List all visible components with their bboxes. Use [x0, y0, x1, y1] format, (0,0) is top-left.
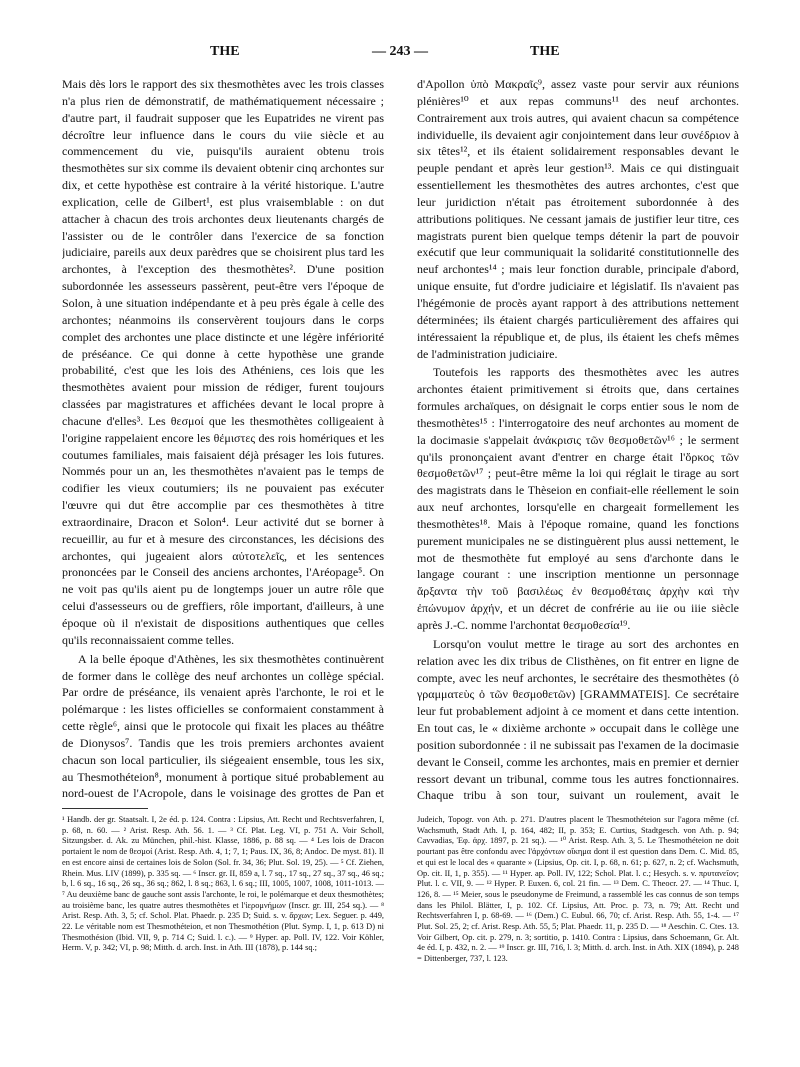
left-column — [62, 76, 384, 802]
header-left-title: THE — [210, 44, 240, 59]
left-paragraph-1: Mais dès lors le rapport des six thesmothètes avec les trois classes n'a plus rien de démonstratif, de mathématiquement nécessaire ; d'autre part, il faudrait supposer que les Eupatrides ne virent pas décroître leur influence dans le cours du viie siècle et au commencement du vie, puisqu'ils auraient obtenu trois thesmothètes sur six comme ils devaient obtenir cinq archontes sur dix, et cette hypothèse est contraire à la vérité historique. L'autre explication, celle de Gilbert¹, est plus vraisemblable : on dut attacher à chacun des trois archontes deux lieutenants chargés de l'assister ou de le contrôler dans l'exercice de sa fonction judiciaire, pareils aux deux parèdres que se choisirent plus tard les archontes, à l'exception des thesmothètes². D'une position subordonnée les assesseurs passèrent, peut-être vers l'époque de Solon, à une situation indépendante et à peu près égale à celle des archontes; néanmoins ils conservèrent toujours dans le corps complet des archontes une place distincte et une légère infériorité de préséance. Ce qui donne à cette hypothèse une grande probabilité, c'est que les lois des Athéniens, ces lois que les thesmothètes avaient pour mission de rédiger, furent toujours classées par magistratures et affichées devant le local propre à chacune d'elles³. Les θεσμοί que les thesmothètes colligeaient à l'origine rappelaient encore les θέμιστες des rois homériques et les coutumes familiales, mais faisaient déjà présager les lois futures. Nommés pour un an, les thesmothètes n'avaient pas le temps de codifier les vieux coutumiers; ils ne pouvaient pas exécuter l'œuvre qui dut être accomplie par ces thesmothètes à titre extraordinaire, Dracon et Solon⁴. Leur activité dut se borner à recueillir, au fur et à mesure des circonstances, les décisions des archontes, qui jugeaient alors αὐτοτελεῖς, et les sentences prononcées par le Conseil des anciens archontes, l'Aréopage⁵. On ne voit pas qu'ils aient pu de longtemps jouer un autre rôle que celui d'assesseurs ou de greffiers, rôle important, d'ailleurs, à une époque où il n'existait de dispositions authentiques que celles qu'ils reconnaissaient comme telles. — [62, 77, 384, 647]
footnotes-left — [62, 815, 384, 1050]
footnotes-right — [417, 815, 739, 1050]
page-number: — 243 — — [372, 44, 428, 59]
right-column — [417, 76, 739, 802]
footnotes-right-text: Judeich, Topogr. von Ath. p. 271. D'autres placent le Thesmothéteion sur l'agora même (cf. Wachsmuth, Stadt Ath. I, p. 164, 482; II, p. 353; E. Curtius, Stadtgesch. von Ath. p. 94; Cavvadias, Ἐφ. ἀρχ. 1897, p. 21 sq.). — ¹⁰ Arist. Resp. Ath. 3, 5. Le Thesmothéteion ne doit pourtant pas être confondu avec l'ἀρχόντων οἴκημα dont il est question dans Dem. C. Mid. 85, et qui est le local des « quarante » (Lipsius, Op. cit. I, p. 68, n. 61; p. 627, n. 2; cf. Wachsmuth, Op. cit. II, 1, p. 355). — ¹¹ Hyper. ap. Poll. IV, 122; Schol. Plat. l. c.; Hesych. s. v. πρυτανεῖον; Plut. l. c. VII, 9. — ¹² Hyper. P. Euxen. 6, col. 21 fin. — ¹³ Dem. C. Theocr. 27. — ¹⁴ Thuc. I, 126, 8. — ¹⁵ Meier, sous le pseudonyme de Freimund, a rassemblé les cas connus de son temps dans les Philol. Blätter, I, p. 102. Cf. Lipsius, Att. Proc. p. 73, n. 79; Att. Recht und Rechtsverfahren I, p. 68-69. — ¹⁶ (Dem.) C. Eubul. 66, 70; cf. Arist. Resp. Ath. 55, 1-4. — ¹⁷ Plut. Sol. 25, 2; cf. Arist. Resp. Ath. 55, 5; Plat. Phaedr. 11, p. 235 D. — ¹⁸ Aeschin. C. Ctes. 13. Voir Gilbert, Op. cit. p. 279, n. 3; sortitio, p. 1410. Contra : Lipsius, dans Schoemann, Gr. Alt. 4e éd. I, p. 432, n. 2. — ¹⁹ Inscr. gr. III, 716, l. 3; Mitth. d. arch. Inst. in Ath. XIX (1894), p. 248 = Dittenberger, 737, l. 123. — [417, 815, 739, 964]
left-paragraph-2: A la belle époque d'Athènes, les six thesmothètes continuèrent de former dans le collège des neuf archontes un collège spécial. Par ordre de préséance, ils venaient après l'archonte, le roi et le polémarque : les listes officielles se conformaient constamment à cette règle⁶, ainsi que le protocole qui fixait les places au théâtre de Dionysos⁷. Tandis que les trois premiers archontes avaient chacun son local particulier, ils siégeaient ensemble, tous les six, au Thesmothéteion⁸, monument à portique situé probablement au nord-ouest de l'Acropole, dans le voisinage des grottes de Pan et — [62, 651, 384, 801]
right-paragraph-1: d'Apollon ὑπὸ Μακραῖς⁹, assez vaste pour servir aux réunions plénières¹⁰ et aux repas communs¹¹ des neuf archontes. Contrairement aux trois autres, qui avaient chacun sa compétence individuelle, ils devaient agir conjointement dans leur συνέδριον à six têtes¹², et ils étaient solidairement responsables devant le peuple pendant et après leur gestion¹³. Mais ce qui distinguait essentiellement les thesmothètes des autres archontes, c'est que leur juridiction n'était pas étroitement subordonnée à des attributions politiques. Ne cessant jamais de justifier leur titre, ces magistrats purent bien quelque temps détenir la part de pouvoir exécutif que leur communiquait la solidarité constitutionnelle des neuf archontes¹⁴ ; mais leur fonction durable, principale d'abord, unique ensuite, fut d'ordre judiciaire et législatif. Ils n'avaient pas l'hégémonie de procès ayant rapport à des attributions nettement déterminées; ils étaient chargés particulièrement des affaires qui intéressaient la république et, de plus, ils étaient les chefs mêmes de l'administration judiciaire. — [417, 77, 739, 361]
header-right-title: THE — [530, 44, 560, 59]
running-header — [60, 44, 740, 64]
footnotes-left-text: ¹ Handb. der gr. Staatsalt. I, 2e éd. p. 124. Contra : Lipsius, Att. Recht und Rechtsverfahren, I, p. 68, n. 60. — ² Arist. Resp. Ath. 56. 1. — ³ Cf. Plat. Leg. VI, p. 751 A. Voir Scholl, Sitzungsber. d. Ak. zu München, phil.-hist. Klasse, 1886, p. 88 sq. — ⁴ Les lois de Dracon portaient le nom de θεσμοί (Arist. Resp. Ath. 4, 1; 7, 1; Paus. IX, 36, 8; Andoc. De myst. 81). Il en est encore ainsi de certaines lois de Solon (Sol. fr. 34, 36; Plut. Sol. 19, 25). — ⁵ Cf. Ziehen, Rhein. Mus. LIV (1899), p. 335 sq. — ⁶ Inscr. gr. II, 859 a, l. 7 sq., 17 sq., 27 sq., 37 sq., 46 sq.; b, l. 6 sq., 16 sq., 26 sq., 36 sq.; 862, l. 8 sq.; 863, l. 6 sq.; III, 1005, 1007, 1008, 1011-1013. — ⁷ Au deuxième banc de gauche sont assis l'archonte, le roi, le polémarque et deux thesmothètes; au troisième banc, les quatre autres thesmothètes et l'ἱερομνήμων (Inscr. gr. III, 254 sq.). — ⁸ Arist. Resp. Ath. 3, 5; cf. Schol. Plat. Phaedr. p. 235 D; Suid. s. v. ἄρχων; Lex. Seguer. p. 449, 22. Le véritable nom est Thesmothéteion, et non Thesmothétion (Plut. Symp. I, 1, p. 613 D) ni Thesmothésion (Ibid. VII, 9, p. 714 C; Suid. l. c.). — ⁹ Hyper. ap. Poll. IV, 122. Voir Köhler, Herm. V, p. 342; VI, p. 98; Mitth. d. arch. Inst. in Ath. III (1878), p. 144 sq.; — [62, 815, 384, 953]
footnote-rule — [62, 808, 148, 809]
right-paragraph-3: Lorsqu'on voulut mettre le tirage au sort des archontes en relation avec les dix tribus de Clisthènes, on fit entrer en ligne de compte, avec les neuf archontes, le secrétaire des thesmothètes (ὁ γραμματεὺς ὁ τῶν θεσμοθετῶν) [GRAMMATEIS]. Ce secrétaire leur fut probablement adjoint à ce moment et dans cette intention. En tout cas, le « dixième archonte » occupait dans le collège une position subordonnée : il ne subissait pas l'examen de la docimasie devant le Conseil, comme les archontes, mais en premier et dernier ressort devant un tribunal, comme tous les autres fonctionnaires. Chaque tribu à son tour, suivant un roulement, avait le — [417, 636, 739, 802]
right-paragraph-2: Toutefois les rapports des thesmothètes avec les autres archontes étaient primitivement si étroits que, dans certaines formules archaïques, on désignait le corps entier sous le nom de thesmothètes¹⁵ : l'interrogatoire des neuf archontes au moment de la docimasie s'appelait ἀνάκρισις τῶν θεσμοθετῶν¹⁶ ; le serment qu'ils prononçaient avant d'entrer en charge était l'ὅρκος τῶν θεσμοθετῶν¹⁷ ; peut-être même la loi qui réglait le tirage au sort des magistrats dans le Thèseion en confiait-elle réellement le soin aux neuf archontes, lorsqu'elle en chargeait formellement les thesmothètes¹⁸. Mais à l'époque romaine, quand les fonctions purement municipales ne se distinguèrent plus aussi nettement, le mot de thesmothète fut employé au sens d'archonte dans le langage courant : une inscription mentionne un personnage ἄρξαντα τὴν τοῦ βασιλέως ἐν θεσμοθέταις ἀρχὴν καὶ τὴν ἐπώνυμον ἀρχήν, et un décret de confrérie au iie ou iiie siècle après J.-C. nomme l'archontat θεσμοθεσία¹⁹. — [417, 365, 739, 632]
